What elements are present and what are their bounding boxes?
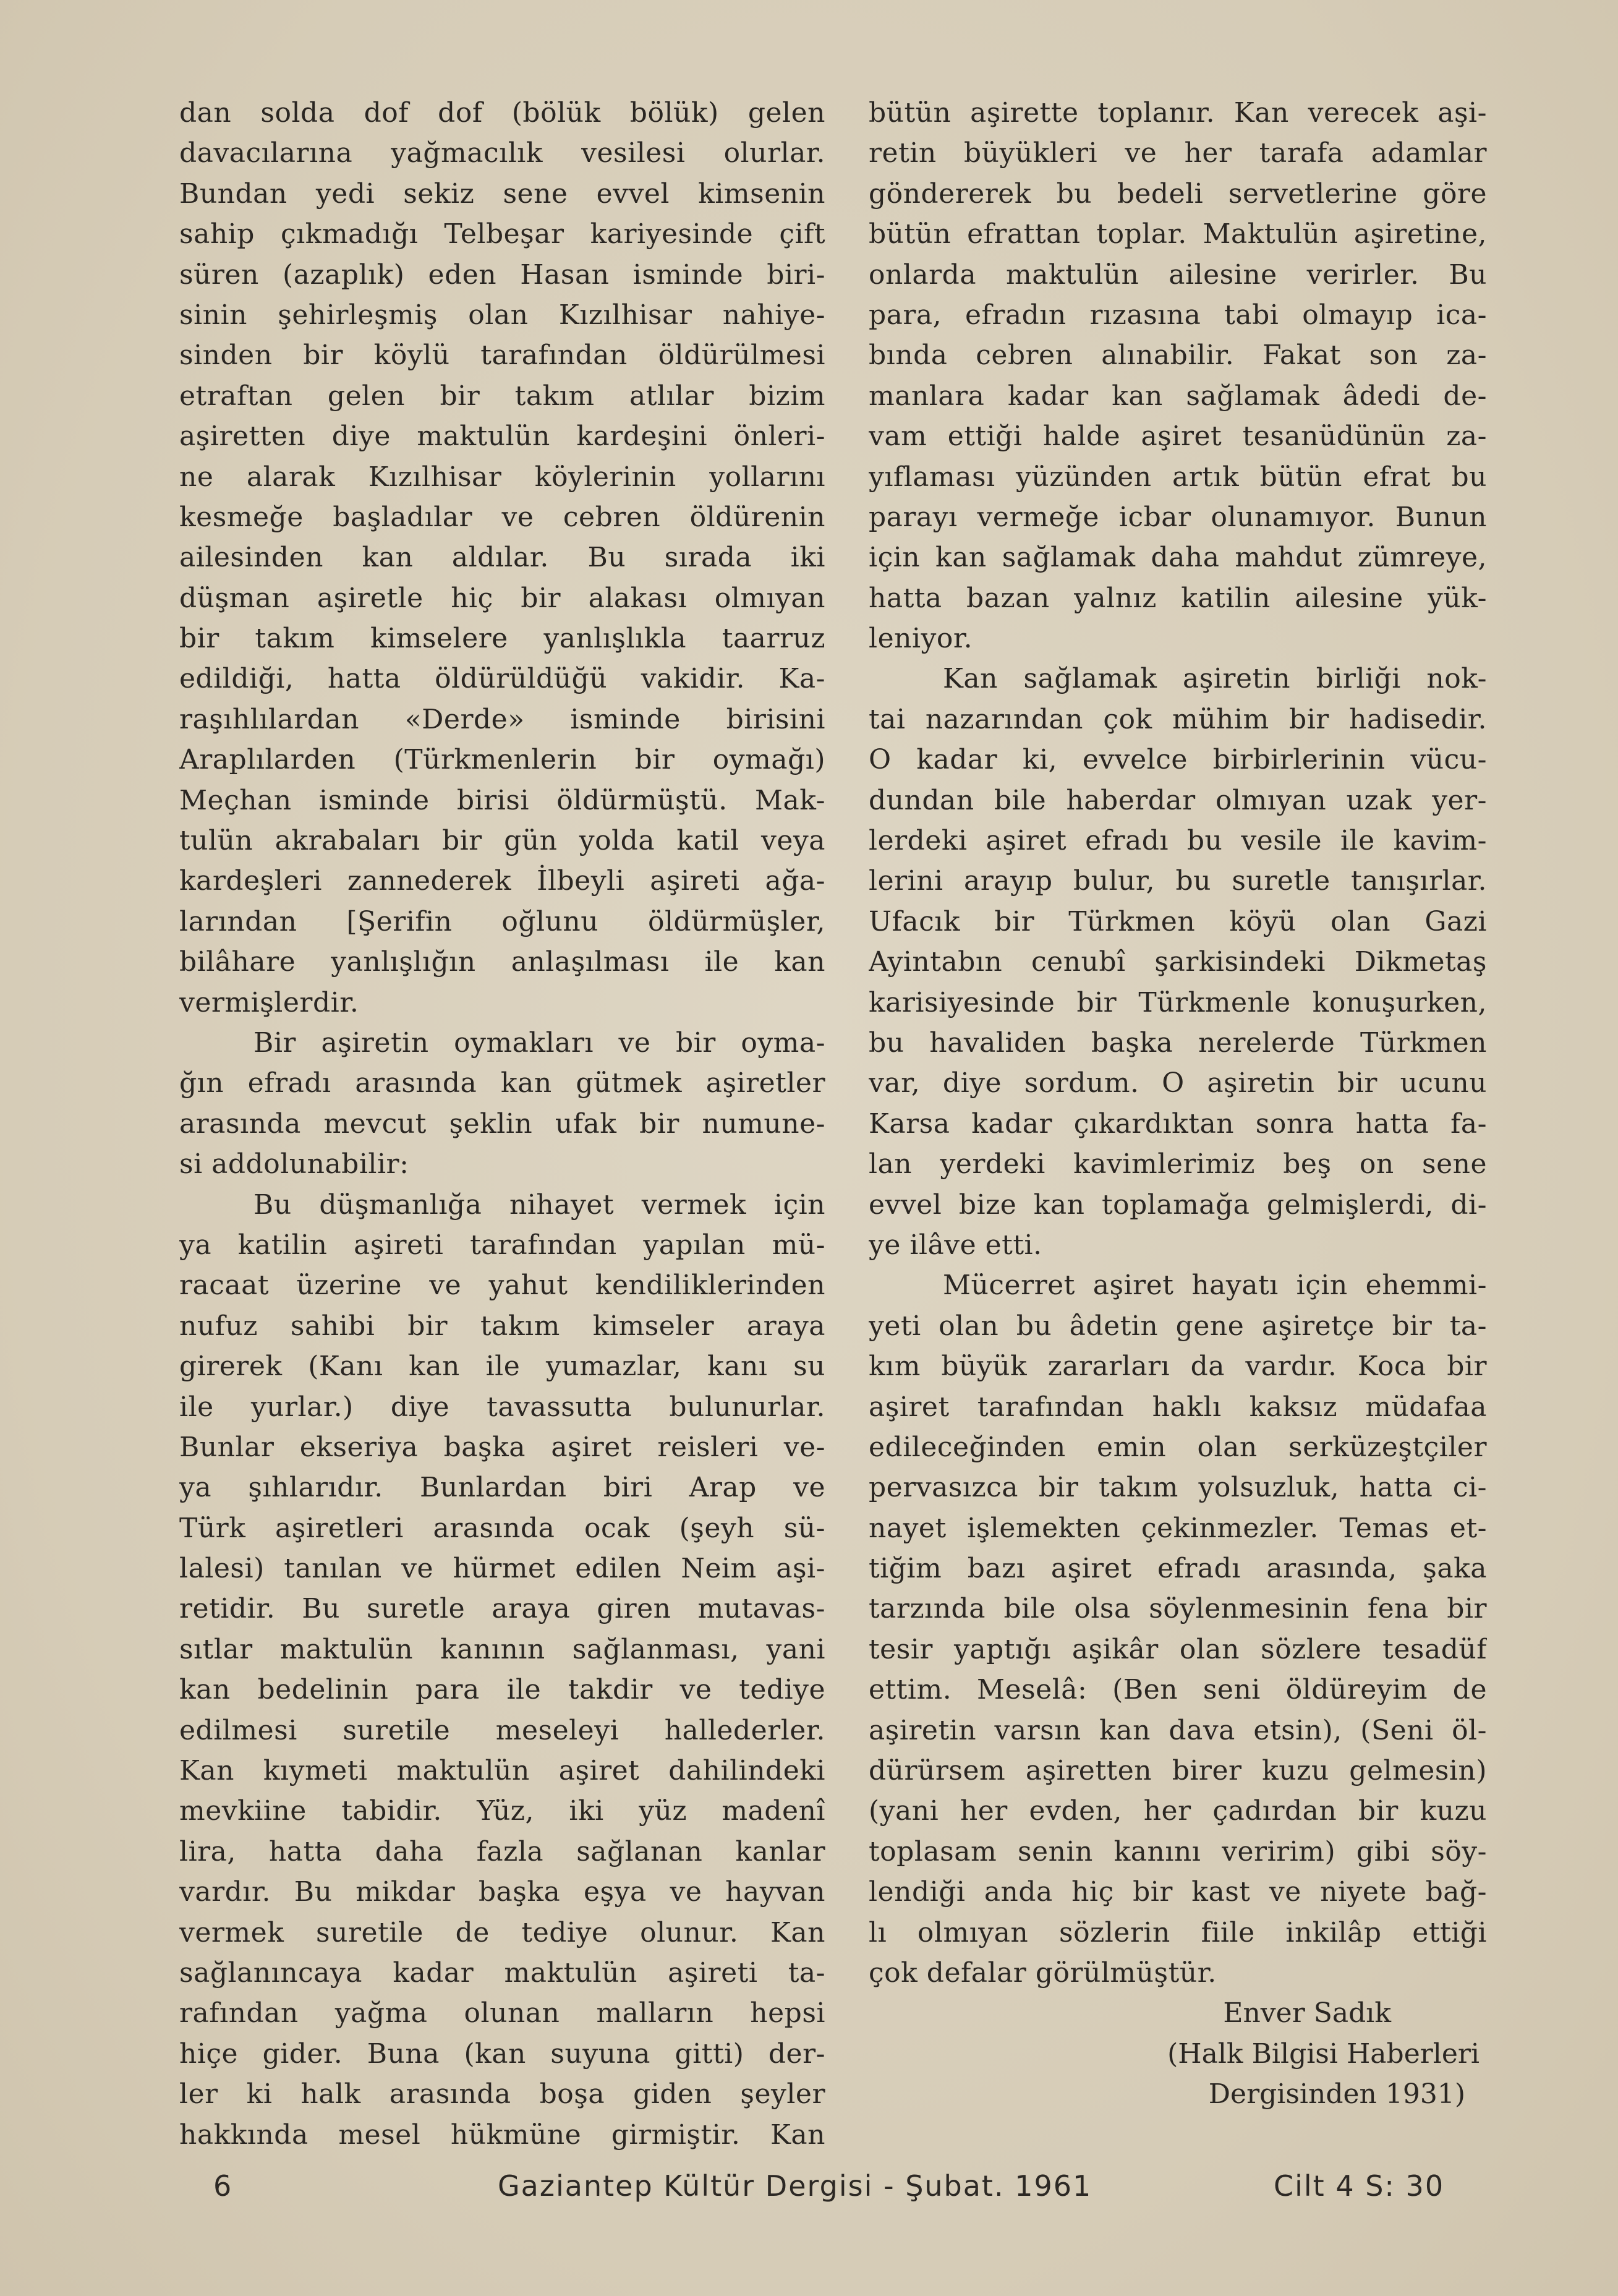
text-line: racaat üzerine ve yahut kendiliklerinden bbox=[179, 1270, 825, 1302]
text-line: ailesinden kan aldılar. Bu sırada iki bbox=[179, 542, 825, 574]
text-line: para, efradın rızasına tabi olmayıp ica- bbox=[869, 299, 1487, 331]
text-line: Türk aşiretleri arasında ocak (şeyh sü- bbox=[179, 1512, 825, 1544]
text-line: tulün akrabaları bir gün yolda katil veya bbox=[179, 825, 825, 857]
page-number: 6 bbox=[213, 2169, 233, 2203]
signature-source: (Halk Bilgisi Haberleri bbox=[1167, 2038, 1480, 2070]
text-line: Bu düşmanlığa nihayet vermek için bbox=[253, 1189, 825, 1221]
text-line: hatta bazan yalnız katilin ailesine yük- bbox=[869, 582, 1487, 614]
text-line: aşiret tarafından haklı kaksız müdafaa bbox=[869, 1391, 1487, 1423]
text-line: lira, hatta daha fazla sağlanan kanlar bbox=[179, 1835, 825, 1867]
text-line: rafından yağma olunan malların hepsi bbox=[179, 1997, 825, 2029]
text-line: lerdeki aşiret efradı bu vesile ile kavim- bbox=[869, 825, 1487, 857]
text-line: kesmeğe başladılar ve cebren öldürenin bbox=[179, 501, 825, 533]
text-line: parayı vermeğe icbar olunamıyor. Bunun bbox=[869, 501, 1487, 533]
text-line: kım büyük zararları da vardır. Koca bir bbox=[869, 1351, 1487, 1383]
text-line: sahip çıkmadığı Telbeşar kariyesinde çift bbox=[179, 218, 825, 250]
text-line: yeti olan bu âdetin gene aşiretçe bir ta- bbox=[869, 1310, 1487, 1342]
text-line: onlarda maktulün ailesine verirler. Bu bbox=[869, 258, 1487, 291]
text-line: lan yerdeki kavimlerimiz beş on sene bbox=[869, 1148, 1487, 1180]
text-line: davacılarına yağmacılık vesilesi olurlar. bbox=[179, 137, 825, 169]
text-line: ğın efradı arasında kan gütmek aşiretler bbox=[179, 1067, 825, 1099]
text-line: etraftan gelen bir takım atlılar bizim bbox=[179, 380, 825, 412]
text-line: düşman aşiretle hiç bir alakası olmıyan bbox=[179, 582, 825, 614]
text-line: bütün efrattan toplar. Maktulün aşiretine, bbox=[869, 218, 1487, 250]
publication-title: Gaziantep Kültür Dergisi - Şubat. 1961 bbox=[498, 2169, 1092, 2203]
text-line: çok defalar görülmüştür. bbox=[869, 1957, 1217, 1989]
text-line: mevkiine tabidir. Yüz, iki yüz madenî bbox=[179, 1795, 825, 1827]
text-line: sıtlar maktulün kanının sağlanması, yani bbox=[179, 1633, 825, 1665]
text-line: bu havaliden başka nerelerde Türkmen bbox=[869, 1026, 1487, 1059]
text-line: si addolunabilir: bbox=[179, 1148, 409, 1180]
text-line: aşiretin varsın kan dava etsin), (Seni öl- bbox=[869, 1714, 1487, 1746]
text-line: girerek (Kanı kan ile yumazlar, kanı su bbox=[179, 1351, 825, 1383]
text-line: Mücerret aşiret hayatı için ehemmi- bbox=[943, 1270, 1487, 1302]
text-line: vermişlerdir. bbox=[179, 986, 359, 1018]
text-line: lendiği anda hiç bir kast ve niyete bağ- bbox=[869, 1876, 1487, 1908]
text-line: bir takım kimselere yanlışlıkla taarruz bbox=[179, 623, 825, 655]
text-line: edildiği, hatta öldürüldüğü vakidir. Ka- bbox=[179, 663, 825, 695]
right-text-column bbox=[869, 93, 1487, 2115]
text-line: Bunlar ekseriya başka aşiret reisleri ve- bbox=[179, 1431, 825, 1463]
text-line: larından [Şerifin oğlunu öldürmüşler, bbox=[179, 905, 825, 937]
text-line: Bir aşiretin oymakları ve bir oyma- bbox=[253, 1026, 825, 1059]
text-line: tiğim bazı aşiret efradı arasında, şaka bbox=[869, 1553, 1487, 1585]
text-line: tesir yaptığı aşikâr olan sözlere tesadüf bbox=[869, 1633, 1487, 1665]
text-line: ne alarak Kızılhisar köylerinin yollarını bbox=[179, 461, 825, 493]
text-line: Kan sağlamak aşiretin birliği nok- bbox=[943, 663, 1487, 695]
text-line: aşiretten diye maktulün kardeşini önleri- bbox=[179, 420, 825, 453]
text-line: hiçe gider. Buna (kan suyuna gitti) der- bbox=[179, 2038, 825, 2070]
text-line: edilmesi suretile meseleyi hallederler. bbox=[179, 1714, 825, 1746]
text-line: bilâhare yanlışlığın anlaşılması ile kan bbox=[179, 946, 825, 978]
text-line: manlara kadar kan sağlamak âdedi de- bbox=[869, 380, 1487, 412]
text-line: nayet işlemekten çekinmezler. Temas et- bbox=[869, 1512, 1487, 1544]
text-line: Kan kıymeti maktulün aşiret dahilindeki bbox=[179, 1755, 825, 1787]
signature-source: Dergisinden 1931) bbox=[1208, 2078, 1465, 2110]
text-line: Ufacık bir Türkmen köyü olan Gazi bbox=[869, 905, 1487, 937]
text-line: retidir. Bu suretle araya giren mutavas- bbox=[179, 1593, 825, 1625]
text-line: dürürsem aşiretten birer kuzu gelmesin) bbox=[869, 1755, 1487, 1787]
signature-author: Enver Sadık bbox=[1223, 1997, 1391, 2029]
text-line: hakkında mesel hükmüne girmiştir. Kan bbox=[179, 2119, 825, 2151]
text-line: vam ettiği halde aşiret tesanüdünün za- bbox=[869, 420, 1487, 453]
text-line: kardeşleri zannederek İlbeyli aşireti ağa- bbox=[179, 865, 825, 897]
text-line: Ayintabın cenubî şarkisindeki Dikmetaş bbox=[869, 946, 1487, 978]
text-line: (yani her evden, her çadırdan bir kuzu bbox=[869, 1795, 1487, 1827]
text-line: Karsa kadar çıkardıktan sonra hatta fa- bbox=[869, 1107, 1487, 1140]
text-line: raşıhlılardan «Derde» isminde birisini bbox=[179, 703, 825, 735]
text-line: ya şıhlarıdır. Bunlardan biri Arap ve bbox=[179, 1472, 825, 1504]
left-text-column bbox=[179, 93, 825, 2155]
text-line: bütün aşirette toplanır. Kan verecek aşi- bbox=[869, 97, 1487, 129]
text-line: arasında mevcut şeklin ufak bir numune- bbox=[179, 1107, 825, 1140]
text-line: pervasızca bir takım yolsuzluk, hatta ci- bbox=[869, 1472, 1487, 1504]
text-line: süren (azaplık) eden Hasan isminde biri- bbox=[179, 258, 825, 291]
text-line: lerini arayıp bulur, bu suretle tanışırlar. bbox=[869, 865, 1487, 897]
text-line: evvel bize kan toplamağa gelmişlerdi, di- bbox=[869, 1189, 1487, 1221]
text-line: vermek suretile de tediye olunur. Kan bbox=[179, 1916, 825, 1948]
text-line: tai nazarından çok mühim bir hadisedir. bbox=[869, 703, 1487, 735]
text-line: nufuz sahibi bir takım kimseler araya bbox=[179, 1310, 825, 1342]
text-line: leniyor. bbox=[869, 623, 973, 655]
text-line: karisiyesinde bir Türkmenle konuşurken, bbox=[869, 986, 1487, 1018]
text-line: bında cebren alınabilir. Fakat son za- bbox=[869, 339, 1487, 372]
text-line: dan solda dof dof (bölük bölük) gelen bbox=[179, 97, 825, 129]
text-line: kan bedelinin para ile takdir ve tediye bbox=[179, 1674, 825, 1706]
text-line: sinin şehirleşmiş olan Kızılhisar nahiye- bbox=[179, 299, 825, 331]
text-line: için kan sağlamak daha mahdut zümreye, bbox=[869, 542, 1487, 574]
text-line: sinden bir köylü tarafından öldürülmesi bbox=[179, 339, 825, 372]
text-line: dundan bile haberdar olmıyan uzak yer- bbox=[869, 784, 1487, 816]
text-line: retin büyükleri ve her tarafa adamlar bbox=[869, 137, 1487, 169]
page-footer bbox=[0, 2169, 1618, 2213]
text-line: ya katilin aşireti tarafından yapılan mü- bbox=[179, 1229, 825, 1261]
text-line: toplasam senin kanını veririm) gibi söy- bbox=[869, 1835, 1487, 1867]
text-line: ettim. Meselâ: (Ben seni öldüreyim de bbox=[869, 1674, 1487, 1706]
text-line: sağlanıncaya kadar maktulün aşireti ta- bbox=[179, 1957, 825, 1989]
text-line: vardır. Bu mikdar başka eşya ve hayvan bbox=[179, 1876, 825, 1908]
text-line: ile yurlar.) diye tavassutta bulunurlar. bbox=[179, 1391, 825, 1423]
text-line: Araplılarden (Türkmenlerin bir oymağı) bbox=[179, 744, 825, 776]
text-line: O kadar ki, evvelce birbirlerinin vücu- bbox=[869, 744, 1487, 776]
text-line: lı olmıyan sözlerin fiile inkilâp ettiği bbox=[869, 1916, 1487, 1948]
text-line: tarzında bile olsa söylenmesinin fena bir bbox=[869, 1593, 1487, 1625]
volume-issue: Cilt 4 S: 30 bbox=[1274, 2169, 1445, 2203]
text-line: Meçhan isminde birisi öldürmüştü. Mak- bbox=[179, 784, 825, 816]
text-line: var, diye sordum. O aşiretin bir ucunu bbox=[869, 1067, 1487, 1099]
text-line: ye ilâve etti. bbox=[869, 1229, 1042, 1261]
text-line: Bundan yedi sekiz sene evvel kimsenin bbox=[179, 177, 825, 210]
text-line: göndererek bu bedeli servetlerine göre bbox=[869, 177, 1487, 210]
text-line: edileceğinden emin olan serküzeştçiler bbox=[869, 1431, 1487, 1463]
text-line: ler ki halk arasında boşa giden şeyler bbox=[179, 2078, 825, 2110]
text-line: yıflaması yüzünden artık bütün efrat bu bbox=[869, 461, 1487, 493]
text-line: lalesi) tanılan ve hürmet edilen Neim aşi- bbox=[179, 1553, 825, 1585]
